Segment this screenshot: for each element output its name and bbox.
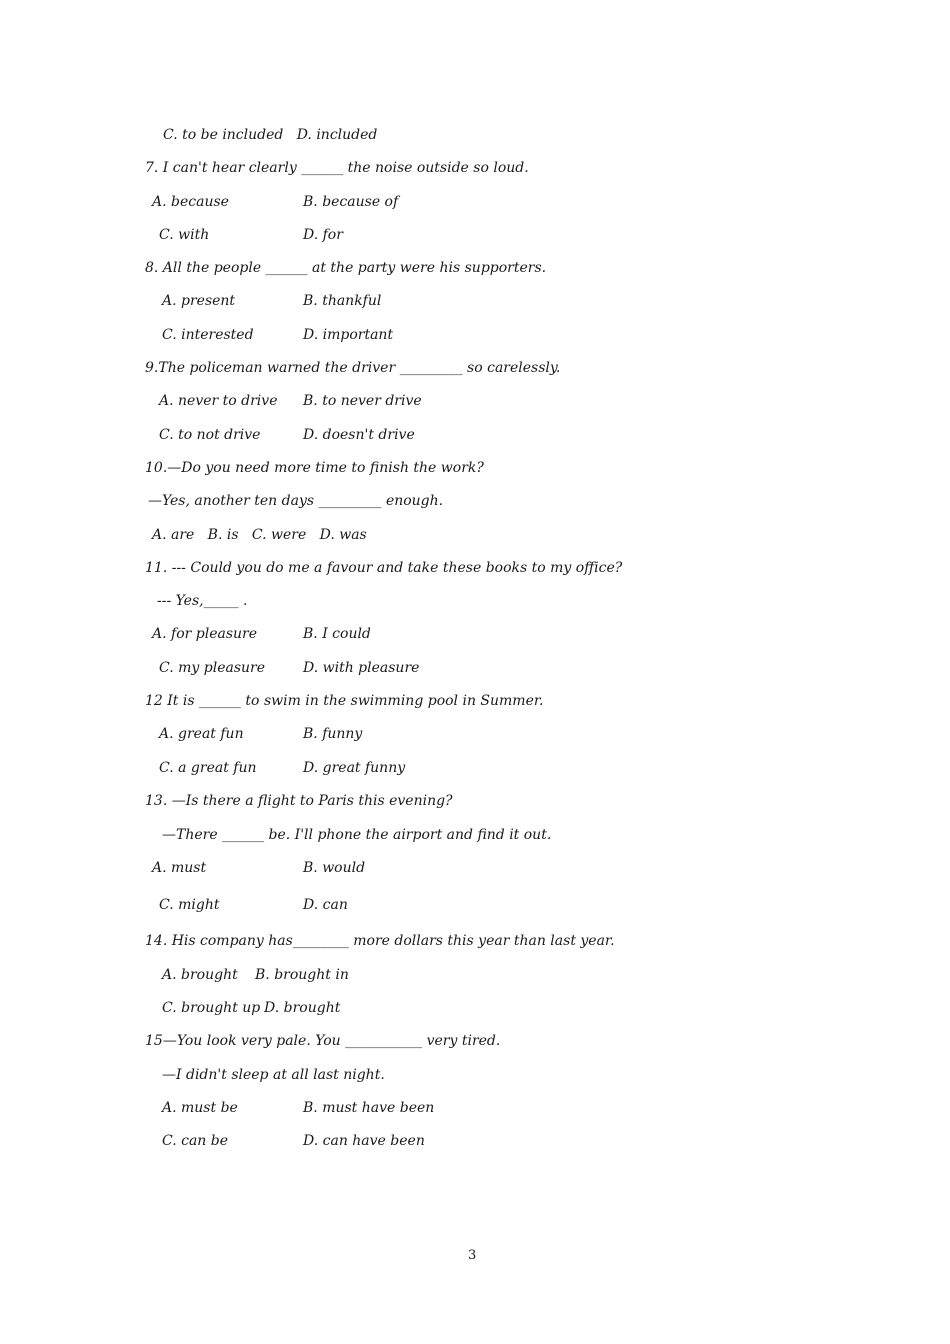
q15-option-c: C. can be [162,1133,229,1149]
q13-option-c: C. might [159,897,220,913]
q8-option-d: D. important [303,327,394,343]
q8-stem: 8. All the people ______ at the party were his supporters. [145,260,547,276]
q15-stem: 15—You look very pale. You ___________ very tired. [145,1033,501,1049]
q8-option-b: B. thankful [303,293,382,309]
q15-option-d: D. can have been [303,1133,425,1149]
q13-reply: —There ______ be. I'll phone the airport and find it out. [162,827,552,843]
q14-option-c: C. brought up [162,1000,261,1016]
q7-stem: 7. I can't hear clearly ______ the noise outside so loud. [145,160,529,176]
q8-option-a: A. present [162,293,236,309]
q15-reply: —I didn't sleep at all last night. [162,1067,385,1083]
q12-option-a: A. great fun [159,726,244,742]
q10-options: A. are B. is C. were D. was [152,527,367,543]
q7-option-c: C. with [159,227,210,243]
q14-stem: 14. His company has________ more dollars this year than last year. [145,933,615,949]
q11-stem: 11. --- Could you do me a favour and take these books to my office? [145,560,623,576]
q12-option-c: C. a great fun [159,760,257,776]
q10-stem: 10.—Do you need more time to finish the work? [145,460,484,476]
q9-option-c: C. to not drive [159,427,261,443]
q14-option-b: B. brought in [255,967,349,983]
q8-option-c: C. interested [162,327,254,343]
q13-option-d: D. can [303,897,348,913]
q9-stem: 9.The policeman warned the driver _________ so carelessly. [145,360,561,376]
q12-option-d: D. great funny [303,760,406,776]
q9-option-a: A. never to drive [159,393,278,409]
q15-option-a: A. must be [162,1100,238,1116]
page-number: 3 [468,1248,477,1263]
q14-option-d: D. brought [264,1000,341,1016]
q13-option-b: B. would [303,860,366,876]
q7-option-b: B. because of [303,194,399,210]
q9-option-d: D. doesn't drive [303,427,415,443]
q13-option-a: A. must [152,860,207,876]
q10-reply: —Yes, another ten days _________ enough. [148,493,444,509]
q13-stem: 13. —Is there a flight to Paris this evening? [145,793,453,809]
q15-option-b: B. must have been [303,1100,435,1116]
q11-reply: --- Yes,_____ . [157,593,248,609]
q6-options-cd: C. to be included D. included [163,127,378,143]
q12-option-b: B. funny [303,726,363,742]
q14-option-a: A. brought [162,967,238,983]
q11-option-d: D. with pleasure [303,660,420,676]
q11-option-c: C. my pleasure [159,660,265,676]
q7-option-d: D. for [303,227,343,243]
q7-option-a: A. because [152,194,229,210]
q11-option-a: A. for pleasure [152,626,258,642]
q11-option-b: B. I could [303,626,371,642]
q9-option-b: B. to never drive [303,393,422,409]
q12-stem: 12 It is ______ to swim in the swimming pool in Summer. [145,693,544,709]
